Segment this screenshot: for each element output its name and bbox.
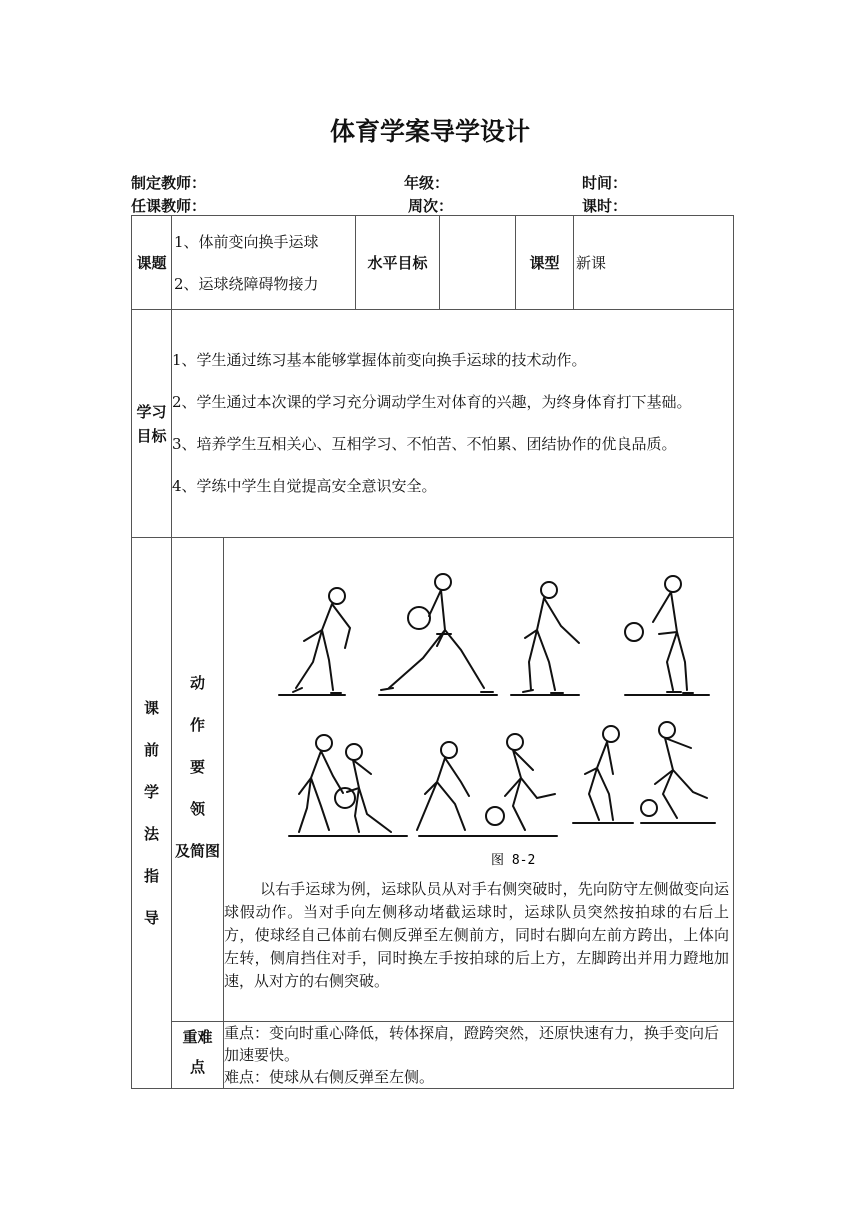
objective-item: 3、培养学生互相关心、互相学习、不怕苦、不怕累、团结协作的优良品质。	[172, 435, 677, 453]
guidance-char: 前	[143, 741, 159, 759]
key-point-text: 重点：变向时重心降低，转体探肩，蹬跨突然，还原快速有力，换手变向后加速要快。	[224, 1024, 720, 1064]
key-char: 点	[189, 1058, 205, 1076]
lesson-plan-table	[131, 215, 734, 1089]
level-label: 水平目标	[356, 216, 440, 310]
type-value: 新课	[574, 216, 734, 310]
guidance-char: 学	[143, 783, 159, 801]
topic-item-1: 1、体前变向换手运球	[174, 232, 319, 251]
action-char: 要	[189, 758, 205, 776]
basketball-dribble-figure	[229, 538, 729, 878]
guidance-char: 导	[143, 909, 159, 927]
guidance-char: 课	[143, 699, 159, 717]
objective-item: 4、学练中学生自觉提高安全意识安全。	[172, 477, 437, 495]
action-char: 及简图	[174, 842, 220, 860]
type-label: 课型	[516, 216, 574, 310]
guidance-char: 指	[143, 867, 159, 885]
action-description: 以右手运球为例，运球队员从对手右侧突破时，先向防守左侧做变向运球假动作。当对手向左侧移动堵截运球时，运球队员突然按拍球的右后上方，使球经自己体前右侧反弹至左侧前方，同时右脚向左前方跨出，上体向左转，侧肩挡住对手，同时换左手按拍球的后上方，左脚跨出并用力蹬地加速，从对方的右侧突破。	[224, 880, 730, 990]
objectives-row	[132, 310, 734, 538]
topic-label: 课题	[132, 216, 172, 310]
objective-item: 1、学生通过练习基本能够掌握体前变向换手运球的技术动作。	[172, 351, 587, 369]
topic-cell	[172, 216, 356, 310]
key-points-content	[224, 1022, 734, 1089]
page-title: 体育学案导学设计	[329, 117, 530, 146]
action-char: 领	[189, 800, 205, 818]
key-points-row	[132, 1022, 734, 1089]
action-char: 动	[189, 674, 205, 692]
action-content	[224, 538, 734, 1022]
teacher-label: 任课教师：	[131, 197, 207, 215]
guidance-label	[132, 538, 172, 1089]
grade-label: 年级：	[404, 174, 450, 192]
objectives-cell	[172, 310, 734, 538]
key-points-label	[172, 1022, 224, 1089]
guidance-char: 法	[143, 825, 159, 843]
period-label: 课时：	[582, 197, 628, 215]
designer-label: 制定教师：	[131, 174, 207, 192]
figure-caption: 图 8-2	[490, 853, 535, 868]
objectives-label-text: 学习目标	[136, 402, 167, 445]
action-char: 作	[189, 716, 205, 734]
objective-item: 2、学生通过本次课的学习充分调动学生对体育的兴趣，为终身体育打下基础。	[172, 393, 692, 411]
week-label: 周次：	[408, 197, 454, 215]
action-row	[132, 538, 734, 1022]
difficulty-text: 难点：使球从右侧反弹至左侧。	[224, 1068, 435, 1086]
level-value	[440, 216, 516, 310]
action-label	[172, 538, 224, 1022]
topic-row	[132, 216, 734, 310]
topic-item-2: 2、运球绕障碍物接力	[174, 274, 319, 293]
time-label: 时间：	[582, 174, 628, 192]
objectives-label	[132, 310, 172, 538]
key-char: 重难	[182, 1028, 213, 1046]
